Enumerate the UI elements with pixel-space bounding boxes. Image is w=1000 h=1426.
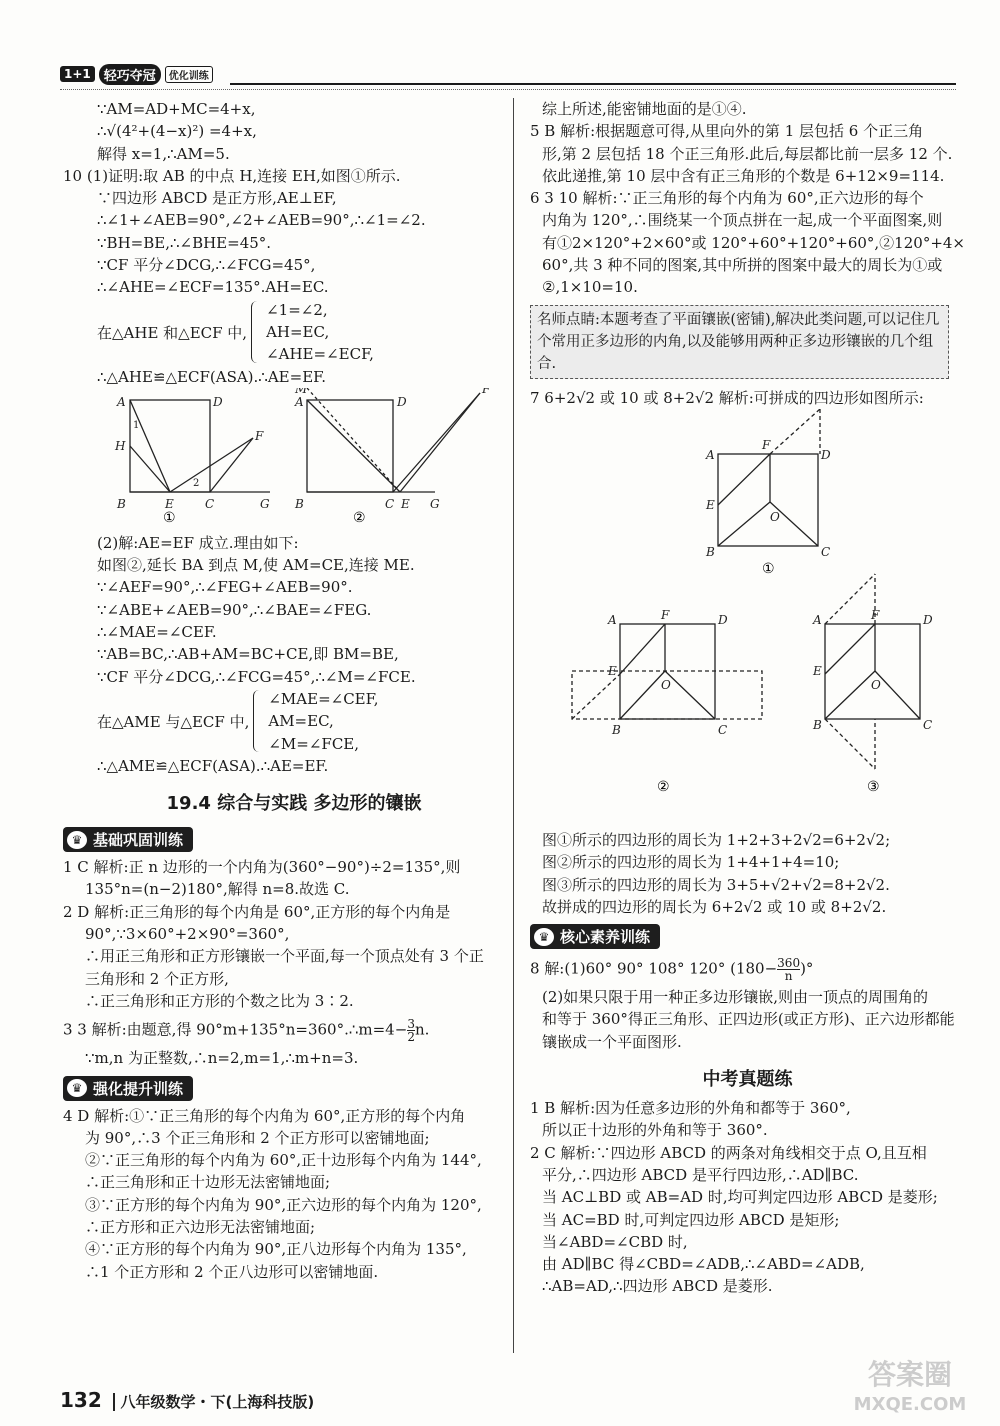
header-dotted-rule (60, 89, 956, 90)
svg-text:D: D (718, 612, 728, 627)
svg-text:C: C (821, 544, 831, 559)
system-line: AM=EC, (268, 712, 334, 731)
system-line: ∠M=∠FCE, (268, 734, 360, 753)
crown-icon: ♛ (534, 928, 554, 946)
right-column (530, 98, 965, 1298)
text-line: 4 D 解析:①∵正三角形的每个内角为 60°,正方形的每个内角 (63, 1106, 466, 1125)
svg-text:B: B (612, 722, 621, 737)
text-line: 如图②,延长 BA 到点 M,使 AM=CE,连接 ME. (97, 556, 415, 575)
svg-text:B: B (295, 496, 304, 511)
text-line: 形,第 2 层包括 18 个正三角形.此后,每层都比前一层多 12 个. (542, 144, 953, 163)
page-number: 132 (60, 1388, 102, 1412)
fig-label-1: ① (762, 560, 775, 577)
svg-text:D: D (923, 612, 933, 627)
text-line: 当∠ABD=∠CBD 时, (542, 1232, 688, 1251)
watermark-logo (840, 1360, 980, 1420)
svg-text:2: 2 (193, 477, 200, 489)
text-line: 依此递推,第 10 层中含有正三角形的个数是 6+12×9=114. (542, 166, 945, 185)
q3-text: 3 3 解析:由题意,得 90°m+135°n=360°.∴m=4− (63, 1020, 408, 1039)
text-line: ∵CF 平分∠DCG,∴∠FCG=45°,∴∠M=∠FCE. (97, 667, 416, 686)
svg-text:A: A (706, 447, 715, 462)
system-line: AH=EC, (266, 322, 330, 341)
q3-text-end: n. (414, 1020, 430, 1039)
svg-text:A: A (117, 394, 126, 409)
system-line: ∠MAE=∠CEF, (268, 689, 379, 708)
figure-q10 (85, 387, 503, 523)
teacher-tip-box: 名师点睛:本题考查了平面镶嵌(密铺),解决此类问题,可以记住几个常用正多边形的内角,以及能够用两种正多边形镶嵌的几个组合. (530, 305, 949, 379)
svg-text:A: A (813, 612, 822, 627)
logo-sub: 优化训练 (165, 66, 213, 83)
svg-text:H: H (115, 438, 126, 453)
q10-heading: 10 (1)证明:取 AB 的中点 H,连接 EH,如图①所示. (63, 166, 401, 185)
svg-text:O: O (770, 509, 780, 524)
text-line: 图③所示的四边形的周长为 3+5+√2+√2=8+2√2. (542, 875, 890, 894)
svg-text:D: D (821, 447, 831, 462)
svg-text:F: F (661, 607, 670, 622)
text-line: 由 AD∥BC 得∠CBD=∠ADB,∴∠ABD=∠ADB, (542, 1255, 865, 1274)
text-line: 当 AC⊥BD 或 AB=AD 时,均可判定四边形 ABCD 是菱形; (542, 1188, 938, 1207)
text-line: 故拼成的四边形的周长为 6+2√2 或 10 或 8+2√2. (542, 897, 887, 916)
svg-text:G: G (430, 496, 440, 511)
text-line: 为 90°,∴3 个正三角形和 2 个正方形可以密铺地面; (85, 1128, 430, 1147)
svg-text:B: B (706, 544, 715, 559)
text-line: 和等于 360°得正三角形、正四边形(或正方形)、正六边形都能 (542, 1010, 955, 1029)
svg-text:O: O (871, 677, 881, 692)
text-line: 5 B 解析:根据题意可得,从里向外的第 1 层包括 6 个正三角 (530, 122, 924, 141)
text-line: ∴△AME≌△ECF(ASA).∴AE=EF. (97, 756, 329, 775)
banner-basic (63, 827, 193, 852)
text-line: ∴∠1+∠AEB=90°,∠2+∠AEB=90°,∴∠1=∠2. (97, 211, 426, 230)
text-line: 解得 x=1,∴AM=5. (97, 144, 230, 163)
text-line: ∵∠AEF=90°,∴∠FEG+∠AEB=90°. (97, 578, 353, 597)
text-line: ④∵正方形的每个内角为 90°,正八边形每个内角为 135°, (85, 1240, 467, 1259)
svg-text:D: D (213, 394, 223, 409)
watermark-url: MXQE.COM (853, 1394, 967, 1415)
svg-text:A: A (295, 394, 304, 409)
text-line: 综上所述,能密铺地面的是①④. (542, 100, 747, 118)
text-line: 有①2×120°+2×60°或 120°+60°+120°+60°,②120°+4× (542, 233, 965, 252)
text-line: ∴AB=AD,∴四边形 ABCD 是菱形. (542, 1277, 773, 1296)
text-line: 135°n=(n−2)180°,解得 n=8.故选 C. (85, 880, 350, 899)
svg-text:G: G (260, 496, 270, 511)
text-line: (2)如果只限于用一种正多边形镶嵌,则由一顶点的周围角的 (542, 988, 929, 1007)
text-line: ∴正三角形和正方形的个数之比为 3∶2. (85, 991, 354, 1010)
text-line: ②∵正三角形的每个内角为 60°,正十边形每个内角为 144°, (85, 1151, 482, 1170)
svg-text:E: E (608, 663, 617, 678)
crown-icon: ♛ (67, 1079, 87, 1097)
text-line: (2)解:AE=EF 成立.理由如下: (97, 533, 299, 552)
header-rule (230, 83, 956, 85)
text-line: ∵m,n 为正整数,∴n=2,m=1,∴m+n=3. (85, 1049, 359, 1068)
system-prefix: 在△AME 与△ECF 中, (97, 712, 250, 731)
crown-icon: ♛ (67, 831, 87, 849)
text-line: 镶嵌成一个平面图形. (542, 1032, 682, 1051)
text-line: ∴用正三角形和正方形镶嵌一个平面,每一个顶点处有 3 个正 (85, 947, 484, 966)
brace (253, 690, 264, 752)
text-line: ∵AM=AD+MC=4+x, (97, 100, 256, 118)
svg-text:E: E (401, 496, 410, 511)
text-line: ∵四边形 ABCD 是正方形,AE⊥EF, (97, 189, 337, 208)
section-title: 19.4 综合与实践 多边形的镶嵌 (166, 793, 422, 815)
banner-advanced (63, 1076, 193, 1101)
brand-logo (60, 62, 213, 86)
text-line: 2 D 解析:正三角形的每个内角是 60°,正方形的每个内角是 (63, 902, 451, 921)
logo-name: 轻巧夺冠 (99, 64, 161, 85)
fig-label-3: ③ (867, 778, 880, 795)
text-line: ∵∠ABE+∠AEB=90°,∴∠BAE=∠FEG. (97, 600, 372, 619)
page-footer (60, 1388, 314, 1412)
svg-text:F: F (762, 437, 771, 452)
text-line: 三角形和 2 个正方形, (85, 969, 229, 988)
logo-mark: 1+1 (60, 66, 95, 82)
q3-line (63, 1018, 503, 1043)
system-lines (268, 688, 378, 755)
text-line: 图②所示的四边形的周长为 1+4+1+4=10; (542, 853, 840, 872)
text-line: ∴√(4²+(4−x)²) =4+x, (97, 122, 257, 141)
text-line: 7 6+2√2 或 10 或 8+2√2 解析:可拼成的四边形如图所示: (530, 388, 924, 407)
book-title: 八年级数学・下(上海科技版) (120, 1393, 315, 1411)
text-line: 内角为 120°,∴围绕某一个顶点拼在一起,成一个平面图案,则 (542, 211, 943, 230)
denominator: 2 (407, 1030, 415, 1045)
svg-text:M: M (295, 387, 308, 396)
text-line: 当 AC=BD 时,可判定四边形 ABCD 是矩形; (542, 1210, 840, 1229)
svg-text:C: C (923, 717, 933, 732)
page-header (60, 62, 956, 92)
system-prefix: 在△AHE 和△ECF 中, (97, 323, 248, 342)
text-line: ∴正三角形和正十边形无法密铺地面; (85, 1173, 331, 1192)
text-line: 图①所示的四边形的周长为 1+2+3+2√2=6+2√2; (542, 830, 891, 849)
text-line: 60°,共 3 种不同的图案,其中所拼的图案中最大的周长为①或 (542, 256, 943, 275)
svg-text:E: E (165, 496, 174, 511)
left-column (63, 98, 503, 1283)
system-lines (266, 299, 374, 366)
fraction (407, 1018, 415, 1043)
figure-q7 (530, 409, 965, 829)
svg-text:E: E (706, 497, 715, 512)
svg-text:F: F (871, 607, 880, 622)
svg-text:C: C (385, 496, 395, 511)
text-line: ∴正方形和正六边形无法密铺地面; (85, 1217, 316, 1236)
q8-line (530, 957, 965, 982)
text-line: ③∵正方形的每个内角为 90°,正六边形的每个内角为 120°, (85, 1195, 482, 1214)
svg-text:O: O (661, 677, 671, 692)
fig-label-1: ① (163, 509, 176, 523)
fig-label-2: ② (657, 778, 670, 795)
text-line: 平分,∴四边形 ABCD 是平行四边形,∴AD∥BC. (542, 1165, 859, 1184)
q8-text-end: )° (800, 959, 814, 978)
text-line: ∵AB=BC,∴AB+AM=BC+CE,即 BM=BE, (97, 645, 399, 664)
geometry-figures (85, 388, 503, 523)
exam-section-title: 中考真题练 (702, 1069, 793, 1091)
text-line: ∴△AHE≌△ECF(ASA).∴AE=EF. (97, 367, 326, 386)
svg-text:D: D (397, 394, 407, 409)
text-line: 1 B 解析:因为任意多边形的外角和都等于 360°, (530, 1099, 851, 1118)
svg-text:C: C (718, 722, 728, 737)
banner-core (530, 924, 660, 949)
system-line: ∠AHE=∠ECF, (266, 345, 374, 364)
q8-text: 8 解:(1)60° 90° 108° 120° (180− (530, 959, 778, 978)
fig-label-2: ② (353, 509, 366, 523)
text-line: 1 C 解析:正 n 边形的一个内角为(360°−90°)÷2=135°,则 (63, 858, 461, 877)
text-line: 90°,∵3×60°+2×90°=360°, (85, 925, 290, 944)
equation-system-2 (85, 688, 503, 755)
fraction (777, 957, 800, 982)
system-line: ∠1=∠2, (266, 300, 328, 319)
column-divider (513, 98, 514, 1353)
equation-system-1 (85, 299, 503, 366)
numerator: 3 (407, 1017, 415, 1032)
svg-text:E: E (813, 663, 822, 678)
svg-text:F: F (255, 428, 264, 443)
svg-text:B: B (117, 496, 126, 511)
svg-text:C: C (205, 496, 215, 511)
svg-text:1: 1 (133, 419, 140, 431)
svg-text:B: B (813, 717, 822, 732)
denominator: n (784, 969, 793, 984)
text-line: ②,1×10=10. (542, 278, 638, 297)
text-line: 6 3 10 解析:∵正三角形的每个内角为 60°,正六边形的每个 (530, 189, 924, 208)
svg-text:A: A (608, 612, 617, 627)
text-line: ∵BH=BE,∴∠BHE=45°. (97, 233, 272, 252)
text-line: 所以正十边形的外角和等于 360°. (542, 1121, 768, 1140)
banner-label: 核心素养训练 (560, 928, 651, 947)
brace (251, 301, 262, 363)
svg-text:F: F (482, 387, 491, 396)
banner-label: 强化提升训练 (93, 1079, 184, 1098)
text-line: 2 C 解析:∵四边形 ABCD 的两条对角线相交于点 O,且互相 (530, 1143, 927, 1162)
watermark-text: 答案圈 (867, 1358, 952, 1391)
text-line: ∴∠AHE=∠ECF=135°.AH=EC. (97, 278, 329, 297)
text-line: ∴∠MAE=∠CEF. (97, 623, 217, 642)
tiling-figures (530, 409, 965, 829)
text-line: ∵CF 平分∠DCG,∴∠FCG=45°, (97, 256, 316, 275)
numerator: 360 (777, 956, 801, 971)
text-line: ∴1 个正方形和 2 个正八边形可以密铺地面. (85, 1262, 379, 1281)
banner-label: 基础巩固训练 (93, 831, 184, 850)
